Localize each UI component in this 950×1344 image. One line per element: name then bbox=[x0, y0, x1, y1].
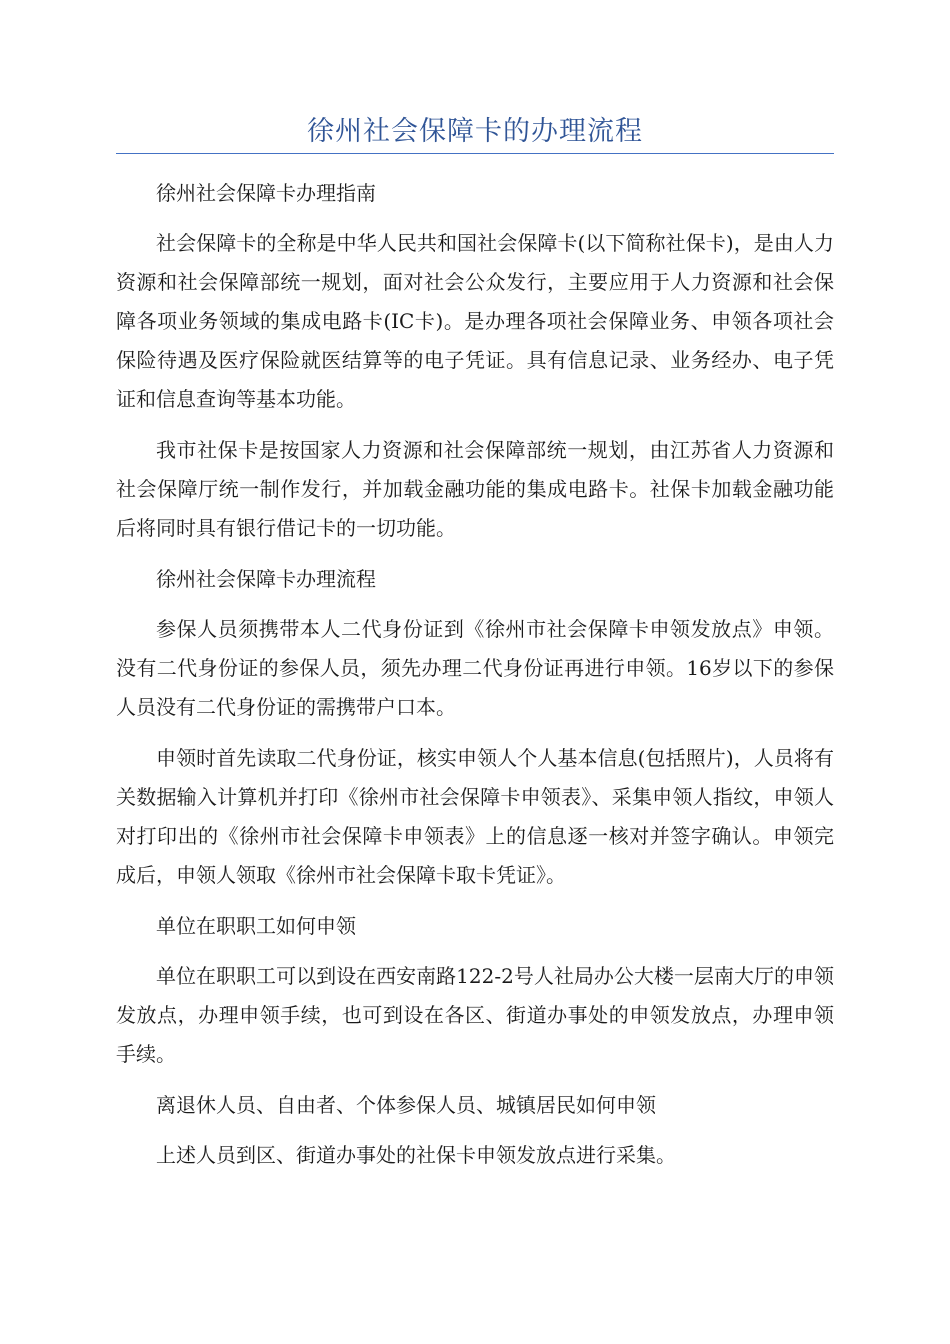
section-heading-others: 离退休人员、自由者、个体参保人员、城镇居民如何申领 bbox=[156, 1093, 656, 1117]
paragraph-application-steps: 申领时首先读取二代身份证，核实申领人个人基本信息(包括照片)，人员将有关数据输入计算机并打印《徐州市社会保障卡申领表》、采集申领人指纹，申领人对打印出的《徐州市社会保障卡申领表》上的信息逐一核对并签字确认。申领完成后，申领人领取《徐州市社会保障卡取卡凭证》。 bbox=[116, 746, 834, 887]
paragraph-others-collection: 上述人员到区、街道办事处的社保卡申领发放点进行采集。 bbox=[156, 1143, 676, 1167]
paragraph-city-card: 我市社保卡是按国家人力资源和社会保障部统一规划，由江苏省人力资源和社会保障厅统一制作发行，并加载金融功能的集成电路卡。社保卡加载金融功能后将同时具有银行借记卡的一切功能。 bbox=[116, 438, 834, 540]
section-heading-process: 徐州社会保障卡办理流程 bbox=[156, 567, 376, 591]
document-title: 徐州社会保障卡的办理流程 bbox=[307, 116, 643, 147]
document-body bbox=[116, 174, 834, 1175]
title-underline bbox=[116, 153, 834, 154]
section-heading-guide: 徐州社会保障卡办理指南 bbox=[156, 181, 376, 205]
section-heading-employees: 单位在职职工如何申领 bbox=[156, 914, 356, 938]
paragraph-definition: 社会保障卡的全称是中华人民共和国社会保障卡(以下简称社保卡)，是由人力资源和社会保障部统一规划，面对社会公众发行，主要应用于人力资源和社会保障各项业务领域的集成电路卡(IC卡)。是办理各项社会保障业务、申领各项社会保险待遇及医疗保险就医结算等的电子凭证。具有信息记录、业务经办、电子凭证和信息查询等基本功能。 bbox=[116, 231, 834, 411]
paragraph-employee-locations: 单位在职职工可以到设在西安南路122-2号人社局办公大楼一层南大厅的申领发放点，办理申领手续，也可到设在各区、街道办事处的申领发放点，办理申领手续。 bbox=[116, 964, 834, 1066]
paragraph-id-requirement: 参保人员须携带本人二代身份证到《徐州市社会保障卡申领发放点》申领。没有二代身份证的参保人员，须先办理二代身份证再进行申领。16岁以下的参保人员没有二代身份证的需携带户口本。 bbox=[116, 617, 834, 719]
